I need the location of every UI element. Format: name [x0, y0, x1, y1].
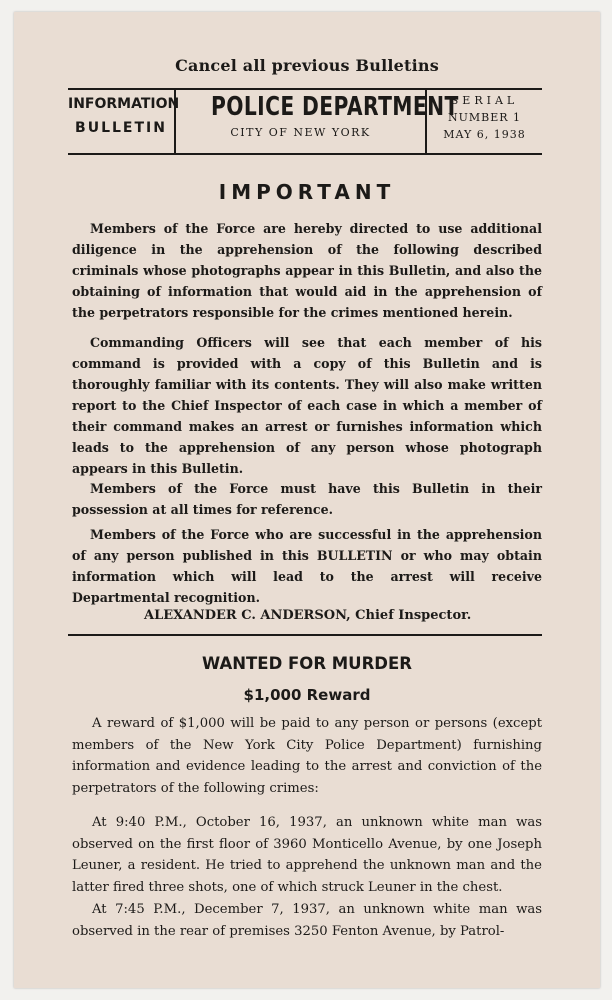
important-paragraph: Members of the Force are hereby directed to use additional diligence in the apprehension of the following described criminals whose photographs appear in this Bulletin, and also the obtaining of information that would aid in the apprehension of the perpetrators responsible for the crimes mentioned herein.: [72, 221, 542, 320]
wanted-heading: WANTED FOR MURDER: [202, 654, 412, 673]
bulletin-date: MAY 6, 1938: [443, 128, 526, 141]
reward-heading: $1,000 Reward: [243, 686, 371, 704]
bulletin-sheet: [14, 12, 600, 988]
important-paragraph: Commanding Officers will see that each member of his command is provided with a copy of this Bulletin and is thoroughly familiar with its contents. They will also make written report to the Chief Inspector of each case in which a member of their command makes an arrest or furnishes information which leads to the apprehension of any person whose photograph appears in this Bulletin.: [72, 335, 542, 476]
department-city: CITY OF NEW YORK: [230, 126, 371, 139]
signature: ALEXANDER C. ANDERSON, Chief Inspector.: [144, 608, 472, 623]
bulletin-type-block: [68, 92, 180, 140]
serial-block: [427, 92, 542, 143]
section-divider: [68, 634, 542, 636]
wanted-paragraph: A reward of $1,000 will be paid to any person or persons (except members of the New York City Police Department) furnishing information and evidence leading to the arrest and conviction of the perpetrators of the following crimes:: [72, 716, 542, 796]
bulletin-type-line2: BULLETIN: [75, 120, 167, 136]
serial-number: NUMBER 1: [447, 111, 522, 124]
important-heading: IMPORTANT: [218, 180, 396, 204]
wanted-paragraph: At 7:45 P.M., December 7, 1937, an unknown white man was observed in the rear of premises 3250 Fenton Avenue, by Patrol-: [72, 902, 542, 939]
header-bottom-rule: [68, 153, 542, 155]
important-paragraph: Members of the Force must have this Bulletin in their possession at all times for reference.: [72, 481, 542, 517]
serial-label: SERIAL: [450, 94, 519, 107]
important-paragraph: Members of the Force who are successful in the apprehension of any person published in this BULLETIN or who may obtain information which will lead to the arrest will receive Departmental recognition.: [72, 527, 542, 605]
wanted-paragraph: At 9:40 P.M., October 16, 1937, an unknown white man was observed on the first floor of 3960 Monticello Avenue, by one Joseph Leuner, a resident. He tried to apprehend the unknown man and the latter fired three shots, one of which struck Leuner in the chest.: [72, 815, 542, 895]
bulletin-type-line1: INFORMATION: [68, 96, 180, 112]
department-title-block: [176, 90, 459, 142]
cancel-notice: Cancel all previous Bulletins: [175, 56, 439, 75]
department-title: POLICE DEPARTMENT: [210, 92, 459, 122]
